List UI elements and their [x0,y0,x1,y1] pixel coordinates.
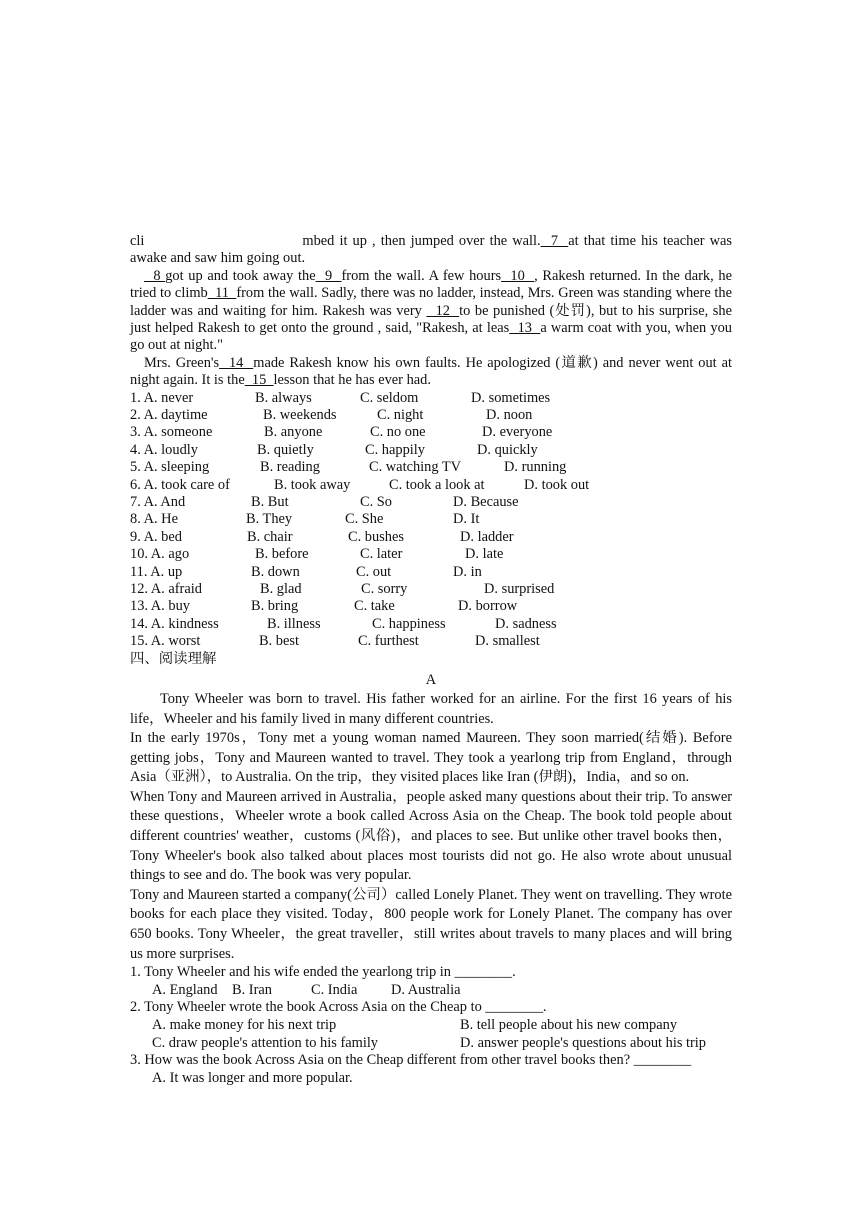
option-d: D. sadness [495,615,557,632]
cloze-text: at night again. It is the [130,354,732,389]
option-a: A. make money for his next trip [152,1017,337,1034]
blank-13: 13 [509,320,541,337]
option-d: D. running [504,459,567,476]
option-b: B. tell people about his new company [460,1017,678,1034]
option-b: B. anyone [264,424,323,441]
option-d: D. Because [453,494,519,510]
option-a: 12. A. afraid [130,580,202,597]
option-b: B. before [255,546,309,563]
option-b: B. quietly [257,441,314,458]
option-d: D. quickly [477,441,538,458]
option-c: C. India [311,981,358,998]
cloze-text: Mrs. Green's [144,354,220,371]
reading-paragraph-3: When Tony and Maureen arrived in Australia，people asked many questions about their trip. To answer these questions，Wheeler wrote a book called Across Asia on the Cheap. The book told people about different countries' weather，customs (风俗)，and places to see. But unlike other travel books then，Tony Wheeler's book also talked about places most tourists did not go. He also wrote about unusual things to see and do. The book was very popular. [130,788,732,884]
option-d: D. borrow [458,598,518,615]
option-d: D. noon [486,407,533,424]
option-c: C. take [354,598,395,615]
option-row [130,546,732,563]
option-a: 2. A. daytime [130,407,208,424]
option-d: D. answer people's questions about his trip [460,1034,706,1051]
option-b: B. glad [260,580,302,597]
option-row [130,581,732,598]
option-c: C. bushes [348,528,404,545]
option-b: B. down [251,563,300,580]
option-c: C. later [360,546,403,563]
reading-paragraph-2: In the early 1970s，Tony met a young woman named Maureen. They soon married(结婚). Before getting jobs，Tony and Maureen wanted to travel. They took a yearlong trip from England，through Asia（亚洲），to Australia. On the trip，they visited places like Iran (伊朗)，India，and so on. [130,730,732,786]
option-d: D. everyone [482,424,553,441]
option-a: 10. A. ago [130,546,190,563]
reading-paragraph-1: Tony Wheeler was born to travel. His father worked for an airline. For the first 16 years of his life，Wheeler and his family lived in many different countries. [130,690,732,727]
option-c: C. happiness [372,615,446,632]
option-b: B. bring [251,598,299,615]
option-c: C. draw people's attention to his family [152,1034,379,1051]
cloze-text: from the wall. A few hours [341,267,502,284]
option-a: 15. A. worst [130,633,201,650]
blank-9: 9 [315,267,342,284]
cloze-text: mbed it up , then jumped over the wall. [302,233,541,249]
option-b: B. They [246,511,293,528]
cloze-text: lesson that he has ever had. [273,372,431,389]
option-a: 7. A. And [130,494,186,510]
cloze-text: with you, when you go out at night." [130,320,732,354]
question-3-options [130,1070,732,1088]
option-row [130,511,732,528]
blank-12: 12 [426,302,460,319]
option-row [130,494,732,511]
cloze-line-2: awake and saw him going out. [130,250,306,267]
option-row [130,459,732,476]
option-d: D. took out [524,476,590,493]
option-c: C. sorry [361,580,408,597]
option-a: 14. A. kindness [130,615,219,632]
option-c: C. happily [365,441,425,458]
option-a: 8. A. He [130,511,178,528]
option-d: D. smallest [475,633,540,650]
blank-14: 14 [219,354,254,371]
option-row [130,598,732,615]
option-a: 6. A. took care of [130,476,230,493]
cloze-text: where the ladder was and waiting for him. Rakesh was very [130,285,732,319]
question-text: 1. Tony Wheeler and his wife ended the yearlong trip in ________. [130,964,516,981]
question-1-options [130,982,732,1000]
option-d: D. sometimes [471,389,551,406]
option-c: C. seldom [360,389,419,406]
option-a: 1. A. never [130,389,194,406]
document-page [130,233,732,1087]
blank-11: 11 [207,285,237,302]
option-a: 9. A. bed [130,528,182,545]
option-c: C. furthest [358,633,419,650]
option-c: C. no one [370,424,426,441]
option-d: D. in [453,563,482,580]
option-a: 3. A. someone [130,424,213,441]
option-c: C. So [360,494,392,510]
option-row [130,633,732,650]
cloze-text: surprise, she just helped Rakesh to get onto the ground , said, "Rakesh, at leas [130,302,732,337]
cloze-text: made Rakesh know his own faults. He apologized (道歉) and never went out [253,354,717,371]
option-a: 5. A. sleeping [130,459,210,476]
cloze-paragraph-2 [130,268,732,355]
cloze-text: a warm coat [540,320,612,337]
cloze-text: cli [130,233,145,249]
option-row [130,442,732,459]
cloze-text: he tried to climb [130,267,732,302]
cloze-line-1 [130,233,732,250]
option-c: C. She [345,511,384,528]
option-d: D. late [465,546,504,563]
cloze-options [130,390,732,651]
option-b: B. took away [274,476,351,493]
option-b: B. always [255,389,312,406]
option-c: C. out [356,563,392,580]
blank-10: 10 [501,267,535,284]
cloze-text: at that time his teacher was [568,233,732,249]
question-2-options-row-1 [130,1017,732,1035]
question-text: 2. Tony Wheeler wrote the book Across Asia on the Cheap to ________. [130,999,547,1016]
option-b: B. But [251,494,289,510]
option-row [130,477,732,494]
option-row [130,390,732,407]
option-b: B. best [259,633,299,650]
option-a: 11. A. up [130,563,183,580]
option-row [130,564,732,581]
cloze-text: , Rakesh returned. In the dark, [534,267,714,284]
cloze-paragraph-3 [130,355,732,390]
question-3 [130,1052,732,1070]
option-d: D. ladder [460,528,514,545]
blank-8: 8 [144,267,166,284]
question-2 [130,999,732,1017]
option-b: B. illness [267,615,321,632]
option-a: A. England [152,981,218,998]
cloze-text: from the wall. Sadly, there was no ladder, instead, Mrs. Green was standing [236,285,672,302]
option-b: B. reading [260,459,320,476]
option-c: C. night [377,407,424,424]
cloze-text: got up and took away the [165,267,316,284]
option-row [130,407,732,424]
passage-letter: A [425,671,437,688]
option-a: 13. A. buy [130,598,190,615]
option-d: D. It [453,511,480,528]
option-row [130,424,732,441]
blank-15: 15 [244,372,274,389]
blank-7: 7 [540,233,569,249]
option-row [130,529,732,546]
question-text: 3. How was the book Across Asia on the Cheap different from other travel books then? ________ [130,1052,692,1069]
option-row [130,616,732,633]
option-a: 4. A. loudly [130,441,198,458]
option-d: D. surprised [484,580,555,597]
question-1 [130,964,732,982]
option-a: A. It was longer and more popular. [152,1069,353,1086]
cloze-text: to be punished (处罚), but to his [459,302,655,319]
option-c: C. took a look at [389,476,485,493]
option-b: B. Iran [232,981,272,998]
section-title: 四、阅读理解 [130,650,217,667]
question-2-options-row-2 [130,1035,732,1053]
option-b: B. chair [247,528,293,545]
option-d: D. Australia [391,981,461,998]
option-b: B. weekends [263,407,337,424]
option-c: C. watching TV [369,459,462,476]
reading-paragraph-4: Tony and Maureen started a company(公司）called Lonely Planet. They went on travelling. They wrote books for each place they visited. Today，800 people work for Lonely Planet. The company has over 650 books. Tony Wheeler，the great traveller，still writes about travels to many places and will bring us more surprises. [130,886,732,962]
